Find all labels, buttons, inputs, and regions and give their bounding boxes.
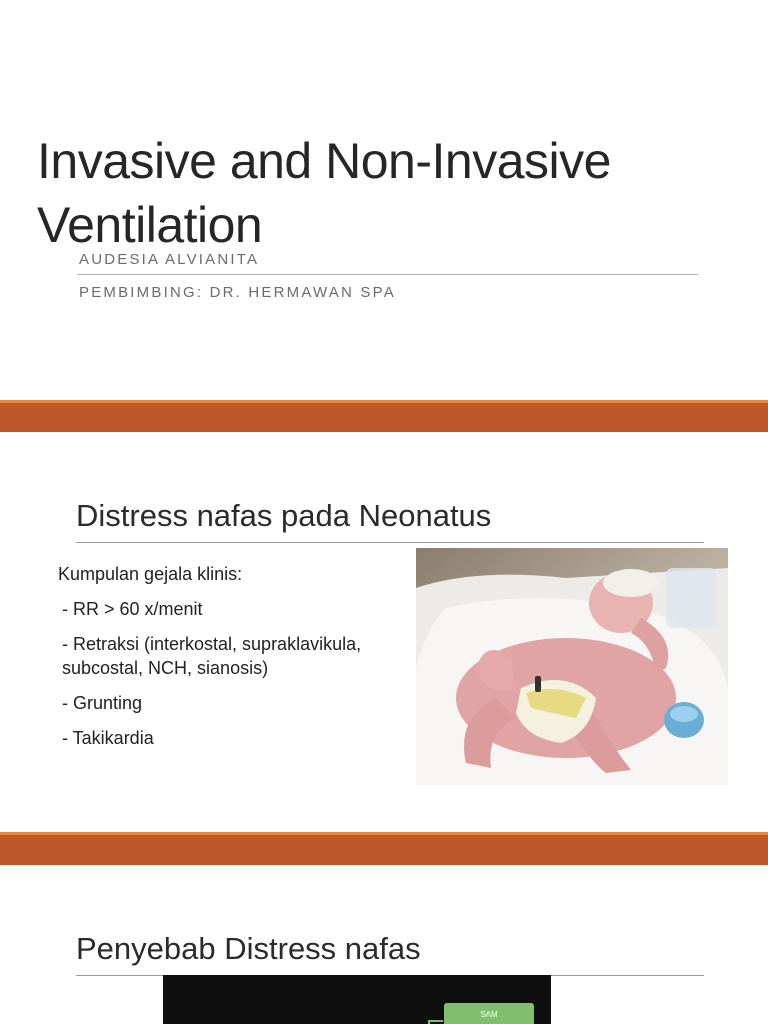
list-lead: Kumpulan gejala klinis: — [58, 564, 243, 584]
causes-diagram — [163, 975, 551, 1024]
heading-divider — [76, 542, 704, 543]
author-name: AUDESIA ALVIANITA — [79, 251, 260, 268]
diagram-node-sam: SAM — [444, 1003, 534, 1024]
slide-penyebab-distress — [0, 865, 768, 1024]
supervisor-name: PEMBIMBING: DR. HERMAWAN SPA — [79, 284, 396, 301]
newborn-photo — [416, 548, 728, 785]
slide-heading: Distress nafas pada Neonatus — [76, 498, 492, 533]
subtitle-divider — [77, 274, 698, 275]
connector-arrow-icon — [427, 1013, 445, 1024]
presentation-title: Invasive and Non-Invasive Ventilation — [37, 132, 611, 253]
slide-heading: Penyebab Distress nafas — [76, 931, 421, 966]
list-item: - RR > 60 x/menit — [62, 599, 203, 619]
clinical-symptoms-list — [58, 562, 378, 761]
slide-distress-neonatus — [0, 432, 768, 832]
list-item: - Grunting — [62, 693, 143, 713]
slide-separator — [0, 400, 768, 432]
slide-title — [0, 0, 768, 400]
slide-separator — [0, 832, 768, 865]
list-item: - Retraksi (interkostal, supraklavikula, subcostal, NCH, sianosis) — [62, 634, 362, 678]
list-item: - Takikardia — [62, 728, 154, 748]
